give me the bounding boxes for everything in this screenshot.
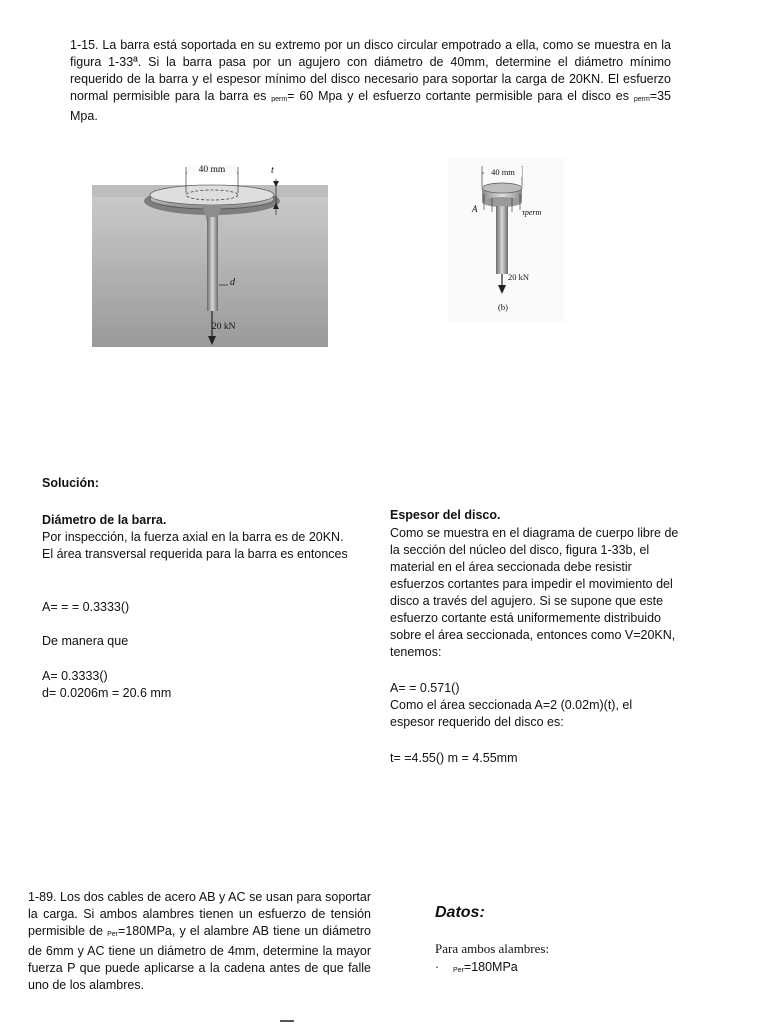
disc-thickness-text-2: Como el área seccionada A=2 (0.02m)(t), el espesor requerido del disco es: — [390, 698, 633, 729]
shear-area-equation: A= = 0.571() — [390, 681, 460, 695]
area-equation: A= = = 0.3333() — [42, 600, 130, 614]
disc-thickness-heading: Espesor del disco. — [390, 508, 501, 522]
figure-a — [88, 157, 334, 347]
diameter-d-label: d — [230, 277, 235, 288]
sigma-subscript: Per — [107, 931, 119, 938]
figure-b — [448, 158, 564, 322]
datos-list-item: · Per=180MPa — [435, 960, 518, 974]
dimension-40mm-label: 40 mm — [187, 165, 237, 175]
solution-heading: Solución: — [42, 476, 99, 490]
bar-diameter-text: Por inspección, la fuerza axial en la barra es de 20KN. El área transversal requerida para la barra es entonces — [42, 530, 348, 561]
de-manera-que: De manera que — [42, 634, 129, 648]
sigma-subscript: perm — [271, 96, 288, 103]
tau-perm-label: τperm — [522, 208, 542, 217]
page-mark — [280, 1020, 294, 1022]
problem-statement: 1-15. La barra está soportada en su extremo por un disco circular empotrado a ella, como se muestra en la figura 1-33ª. Si la barra pasa por un agujero con diámetro de 40mm, determine el diámetro mínimo requerido de la barra y el espesor mínimo del disco necesario para soportar la carga de 20KN. El esfuerzo normal permisible para la barra es perm= 60 Mpa y el esfuerzo cortante permisible para el disco es perm=35 Mpa. — [70, 38, 671, 123]
datos-subtitle: Para ambos alambres: — [435, 941, 550, 956]
point-a-label: A — [472, 204, 478, 214]
free-body-diagram-illustration — [448, 158, 564, 322]
tau-subscript: perm — [633, 96, 650, 103]
problem-2-statement: 1-89. Los dos cables de acero AB y AC se usan para soportar la carga. Si ambos alambres tienen un esfuerzo de tensión permisible de Per=180MPa, y el alambre AB tiene un diámetro de 6mm y AC tiene un diámetro de 4mm, determine la mayor fuerza P que puede aplicarse a la cadena antes de que falle uno de los alambres. — [28, 890, 371, 992]
bullet-icon: · — [435, 960, 440, 974]
area-result: A= 0.3333() — [42, 669, 108, 683]
thickness-result: t= =4.55() m = 4.55mm — [390, 751, 518, 765]
load-label: 20 kN — [508, 272, 530, 282]
diameter-result: d= 0.0206m = 20.6 mm — [42, 686, 172, 700]
thickness-t-label: t — [271, 165, 274, 176]
bar-diameter-heading: Diámetro de la barra. — [42, 513, 167, 527]
load-label: 20 kN — [212, 322, 236, 332]
dimension-40mm-label: 40 mm — [484, 167, 522, 177]
disc-thickness-text: Como se muestra en el diagrama de cuerpo libre de la sección del núcleo del disco, figura 1-33b, el material en el área seccionada debe resistir esfuerzos cortantes para impedir el movimiento del disco a través del agujero. Si se supone que este esfuerzo cortante está uniformemente distribuido sobre el área seccionada, entonces como V=20KN, tenemos: — [390, 526, 679, 659]
figure-caption: (b) — [498, 302, 508, 312]
datos-title: Datos: — [435, 904, 485, 921]
disc-bar-embedded-illustration — [88, 157, 334, 347]
